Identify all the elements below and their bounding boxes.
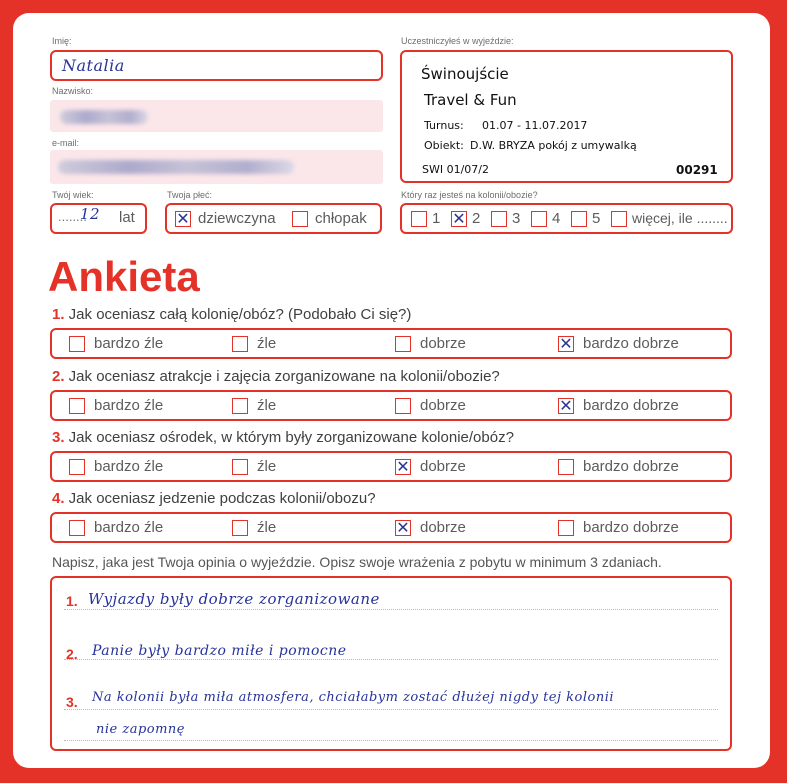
question-4-option-label: bardzo dobrze — [583, 519, 679, 536]
stamp-turnus-label: Turnus: — [424, 119, 464, 132]
question-2-text — [52, 368, 500, 385]
question-4-option-label: źle — [257, 519, 277, 536]
question-2-option-label: bardzo dobrze — [583, 397, 679, 414]
question-3-option-label: bardzo dobrze — [583, 458, 679, 475]
answer-number: 2. — [66, 646, 78, 662]
question-4-option-label: dobrze — [420, 519, 466, 536]
question-1-option-label: bardzo źle — [94, 335, 164, 352]
times-1-checkbox[interactable] — [411, 211, 427, 227]
answer-number: 1. — [66, 593, 78, 609]
answer-text: Wyjazdy były dobrze zorganizowane — [88, 590, 380, 608]
question-1-option-label: dobrze — [420, 335, 466, 352]
times-3-checkbox[interactable] — [491, 211, 507, 227]
question-2-option-label: źle — [257, 397, 277, 414]
email-label: e-mail: — [52, 138, 80, 148]
answer-text: Na kolonii była miła atmosfera, chciałabym zostać dłużej nigdy tej kolonii — [92, 690, 615, 705]
age-value: 12 — [80, 205, 101, 223]
answer-line — [64, 709, 718, 710]
question-label: Jak oceniasz jedzenie podczas kolonii/obozu? — [64, 490, 376, 507]
age-unit: lat — [119, 209, 135, 226]
question-1-option-checkbox[interactable] — [232, 336, 248, 352]
times-more-checkbox[interactable] — [611, 211, 627, 227]
times-option-label: 3 — [512, 210, 521, 227]
answer-number: 3. — [66, 694, 78, 710]
gender-girl-checkbox[interactable] — [175, 211, 191, 227]
answer-line — [64, 659, 718, 660]
times-option-label: 5 — [592, 210, 601, 227]
question-1-option-label: źle — [257, 335, 277, 352]
question-3-option-checkbox[interactable] — [232, 459, 248, 475]
question-label: Jak oceniasz całą kolonię/obóz? (Podobało Ci się?) — [64, 306, 412, 323]
times-4-checkbox[interactable] — [531, 211, 547, 227]
answer-text: nie zapomnę — [96, 722, 185, 737]
question-3-option-label: bardzo źle — [94, 458, 164, 475]
question-4-option-checkbox[interactable] — [69, 520, 85, 536]
gender-label: Twoja płeć: — [167, 190, 213, 200]
times-option-label: 4 — [552, 210, 561, 227]
question-4-option-label: bardzo źle — [94, 519, 164, 536]
gender-boy-checkbox[interactable] — [292, 211, 308, 227]
question-1-option-checkbox[interactable] — [395, 336, 411, 352]
question-3-option-label: dobrze — [420, 458, 466, 475]
stamp-agency: Travel & Fun — [424, 91, 517, 109]
surname-label: Nazwisko: — [52, 86, 94, 96]
name-value: Natalia — [62, 56, 125, 75]
answer-line — [64, 740, 718, 741]
opinion-prompt: Napisz, jaka jest Twoja opinia o wyjeździe. Opisz swoje wrażenia z pobytu w minimum 3 zdaniach. — [52, 554, 662, 570]
stamp-place: Świnoujście — [421, 65, 509, 83]
age-dots: ........ — [58, 209, 87, 224]
answer-text: Panie były bardzo miłe i pomocne — [92, 643, 347, 659]
gender-girl-label: dziewczyna — [198, 210, 276, 227]
times-label: Który raz jesteś na kolonii/obozie? — [401, 190, 538, 200]
stamp-object-label: Obiekt: — [424, 139, 464, 152]
survey-title: Ankieta — [48, 253, 200, 300]
question-label: Jak oceniasz ośrodek, w którym były zorganizowane kolonie/obóz? — [64, 429, 514, 446]
stamp-code: SWI 01/07/2 — [422, 163, 490, 176]
question-label: Jak oceniasz atrakcje i zajęcia zorganizowane na kolonii/obozie? — [64, 368, 500, 385]
question-number: 3. — [52, 429, 65, 446]
question-4-option-checkbox[interactable] — [232, 520, 248, 536]
email-redacted — [58, 160, 294, 174]
question-number: 1. — [52, 306, 65, 323]
question-1-option-label: bardzo dobrze — [583, 335, 679, 352]
stamp-turnus-value: 01.07 - 11.07.2017 — [482, 119, 588, 132]
question-2-option-label: dobrze — [420, 397, 466, 414]
age-label: Twój wiek: — [52, 190, 94, 200]
question-4-option-checkbox[interactable] — [558, 520, 574, 536]
question-2-option-checkbox[interactable] — [558, 398, 574, 414]
question-number: 4. — [52, 490, 65, 507]
answer-line — [64, 609, 718, 610]
times-2-checkbox[interactable] — [451, 211, 467, 227]
question-3-option-checkbox[interactable] — [558, 459, 574, 475]
surname-redacted — [60, 110, 148, 124]
times-option-label: 1 — [432, 210, 441, 227]
times-5-checkbox[interactable] — [571, 211, 587, 227]
question-2-option-checkbox[interactable] — [69, 398, 85, 414]
question-1-option-checkbox[interactable] — [558, 336, 574, 352]
stamp-object-value: D.W. BRYZA pokój z umywalką — [470, 139, 637, 152]
times-option-label: 2 — [472, 210, 481, 227]
question-number: 2. — [52, 368, 65, 385]
question-2-option-checkbox[interactable] — [395, 398, 411, 414]
question-1-option-checkbox[interactable] — [69, 336, 85, 352]
trip-label: Uczestniczyłeś w wyjeździe: — [401, 36, 514, 46]
question-3-option-label: źle — [257, 458, 277, 475]
question-4-option-checkbox[interactable] — [395, 520, 411, 536]
gender-boy-label: chłopak — [315, 210, 367, 227]
times-more-label: więcej, ile ........ — [632, 210, 728, 226]
question-4-text — [52, 490, 376, 507]
question-1-text — [52, 306, 411, 323]
stamp-number: 00291 — [676, 163, 718, 177]
question-2-option-checkbox[interactable] — [232, 398, 248, 414]
question-3-option-checkbox[interactable] — [69, 459, 85, 475]
question-3-text — [52, 429, 514, 446]
question-3-option-checkbox[interactable] — [395, 459, 411, 475]
name-label: Imię: — [52, 36, 72, 46]
question-2-option-label: bardzo źle — [94, 397, 164, 414]
